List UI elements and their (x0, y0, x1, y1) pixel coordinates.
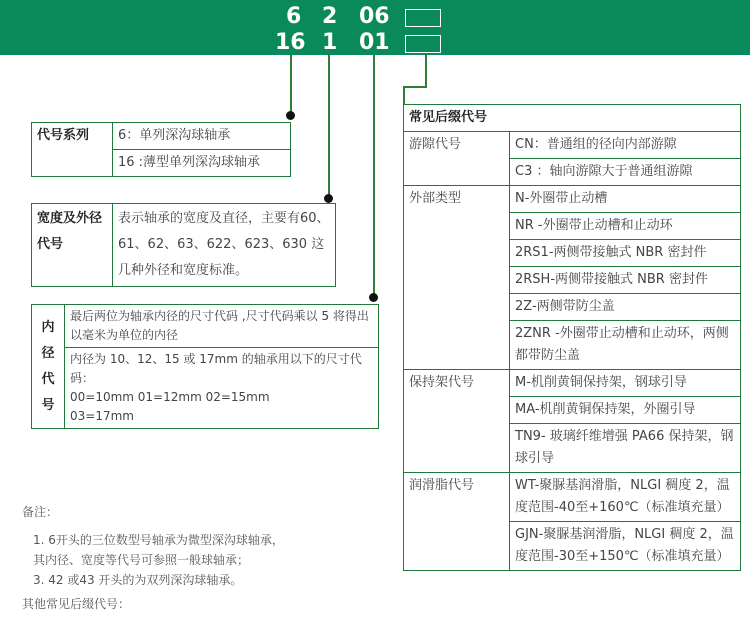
series-table (31, 122, 291, 177)
series-row: 16 :薄型单列深沟球轴承 (113, 150, 291, 177)
suffix-group-name: 润滑脂代号 (404, 473, 510, 571)
inner-title-char: 内 (41, 319, 55, 335)
suffix-item: 2Z-两侧带防尘盖 (510, 294, 741, 321)
code-series-6: 6 (286, 4, 302, 29)
note-line: 其他常见后缀代号： (22, 597, 131, 611)
inner-row1: 最后两位为轴承内径的尺寸代码 ,尺寸代码乘以 5 将得出以毫米为单位的内径 (65, 305, 379, 348)
inner-title-char: 径 (41, 345, 55, 361)
connector-width (328, 55, 330, 196)
suffix-item: NR -外圈带止动槽和止动环 (510, 213, 741, 240)
code-bore-01: 01 (359, 30, 390, 55)
code-series-16: 16 (275, 30, 306, 55)
suffix-group-name: 保持架代号 (404, 370, 510, 473)
code-width-1: 1 (322, 30, 338, 55)
connector-suffix-horizontal (403, 86, 427, 88)
suffix-item: TN9- 玻璃纤维增强 PA66 保持架，钢球引导 (510, 424, 741, 473)
series-row: 6：单列深沟球轴承 (113, 123, 291, 150)
note-line: 其内径、宽度等代号可参照一般球轴承； (33, 553, 250, 567)
inner-row2-line: 03=17mm (70, 409, 134, 423)
suffix-item: GJN-聚脲基润滑脂，NLGI 稠度 2，温度范围-30至+150℃（标准填充量） (510, 522, 741, 571)
suffix-item: CN：普通组的径向内部游隙 (510, 132, 741, 159)
series-title: 代号系列 (32, 123, 113, 177)
connector-suffix-down (403, 86, 405, 104)
code-width-2: 2 (322, 4, 338, 29)
inner-row2-line: 内径为 10、12、15 或 17mm 的轴承用以下的尺寸代码： (70, 352, 362, 385)
suffix-item: M-机削黄铜保持架，钢球引导 (510, 370, 741, 397)
suffix-item: WT-聚脲基润滑脂，NLGI 稠度 2，温度范围-40至+160℃（标准填充量） (510, 473, 741, 522)
inner-title (32, 305, 65, 429)
width-dia-title: 宽度及外径代号 (32, 204, 113, 287)
inner-table (31, 304, 379, 429)
code-bore-06: 06 (359, 4, 390, 29)
suffix-item: 2RSH-两侧带接触式 NBR 密封件 (510, 267, 741, 294)
inner-title-char: 代 (41, 371, 55, 387)
suffix-item: C3 ：轴向游隙大于普通组游隙 (510, 159, 741, 186)
suffix-group-name: 游隙代号 (404, 132, 510, 186)
note-line: 3. 42 或43 开头的为双列深沟球轴承。 (33, 573, 243, 587)
suffix-item: N-外圈带止动槽 (510, 186, 741, 213)
connector-series (290, 55, 292, 113)
suffix-item: 2RS1-两侧带接触式 NBR 密封件 (510, 240, 741, 267)
suffix-item: 2ZNR -外圈带止动槽和止动环，两侧都带防尘盖 (510, 321, 741, 370)
connector-bore (373, 55, 375, 296)
suffix-group-name: 外部类型 (404, 186, 510, 370)
notes-label: 备注： (22, 505, 59, 519)
inner-title-char: 号 (41, 397, 55, 413)
suffix-box-bottom (405, 35, 441, 53)
suffix-item: MA-机削黄铜保持架，外圈引导 (510, 397, 741, 424)
connector-dot-series (286, 111, 295, 120)
connector-dot-bore (369, 293, 378, 302)
connector-dot-width (324, 194, 333, 203)
connector-suffix-vertical (425, 55, 427, 87)
inner-row2 (65, 348, 379, 429)
width-dia-table (31, 203, 336, 287)
width-dia-text: 表示轴承的宽度及直径，主要有60、61、62、63、622、623、630 这几种外径和宽度标准。 (113, 204, 336, 287)
suffix-table (403, 104, 741, 571)
note-line: 1. 6开头的三位数型号轴承为微型深沟球轴承， (33, 533, 284, 547)
inner-row2-line: 00=10mm 01=12mm 02=15mm (70, 390, 270, 404)
suffix-title: 常见后缀代号 (404, 105, 741, 132)
suffix-box-top (405, 9, 441, 27)
header-banner (0, 0, 750, 55)
